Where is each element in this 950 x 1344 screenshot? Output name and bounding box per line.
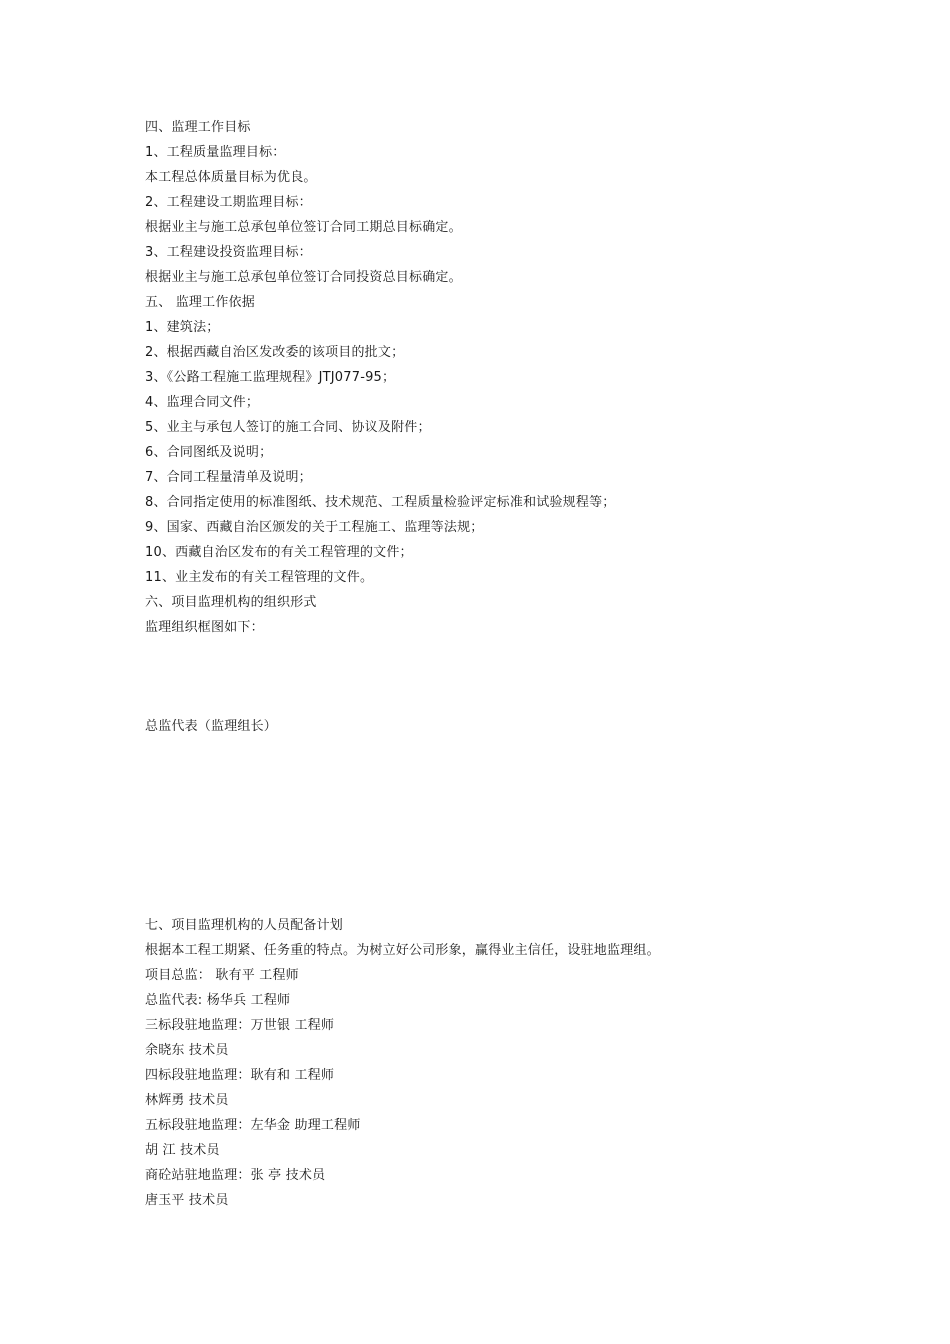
section-4-item: 根据业主与施工总承包单位签订合同工期总目标确定。 xyxy=(145,220,462,235)
staff-entry: 四标段驻地监理：耿有和 工程师 xyxy=(145,1068,335,1083)
section-5-heading: 五、 监理工作依据 xyxy=(145,295,255,310)
section-4-heading: 四、监理工作目标 xyxy=(145,120,251,135)
section-4-item: 2、工程建设工期监理目标： xyxy=(145,195,312,210)
staff-entry: 项目总监： 耿有平 工程师 xyxy=(145,968,299,983)
section-6-intro: 监理组织框图如下： xyxy=(145,620,264,635)
staff-entry: 胡 江 技术员 xyxy=(145,1143,220,1158)
section-7-intro: 根据本工程工期紧、任务重的特点。为树立好公司形象，赢得业主信任，设驻地监理组。 xyxy=(145,943,660,958)
section-5-item: 3、《公路工程施工监理规程》JTJ077-95； xyxy=(145,370,396,385)
section-5-item: 1、建筑法； xyxy=(145,320,220,335)
staff-entry: 总监代表: 杨华兵 工程师 xyxy=(145,993,291,1008)
section-5-item: 6、合同图纸及说明； xyxy=(145,445,273,460)
section-5-item: 8、合同指定使用的标准图纸、技术规范、工程质量检验评定标准和试验规程等； xyxy=(145,495,616,510)
staff-entry: 唐玉平 技术员 xyxy=(145,1193,229,1208)
section-5-item: 10、西藏自治区发布的有关工程管理的文件； xyxy=(145,545,413,560)
section-5-item: 4、监理合同文件； xyxy=(145,395,260,410)
section-4-item: 根据业主与施工总承包单位签订合同投资总目标确定。 xyxy=(145,270,462,285)
staff-entry: 五标段驻地监理：左华金 助理工程师 xyxy=(145,1118,361,1133)
section-4-item: 1、工程质量监理目标： xyxy=(145,145,286,160)
section-5-item: 5、业主与承包人签订的施工合同、协议及附件； xyxy=(145,420,431,435)
staff-entry: 林辉勇 技术员 xyxy=(145,1093,229,1108)
staff-entry: 商砼站驻地监理：张 亭 技术员 xyxy=(145,1168,326,1183)
section-5-item: 2、根据西藏自治区发改委的该项目的批文； xyxy=(145,345,405,360)
org-chart-node: 总监代表（监理组长） xyxy=(145,719,278,734)
section-5-item: 11、业主发布的有关工程管理的文件。 xyxy=(145,570,374,585)
section-5-item: 7、合同工程量清单及说明； xyxy=(145,470,312,485)
section-4-item: 本工程总体质量目标为优良。 xyxy=(145,170,317,185)
section-5-item: 9、国家、西藏自治区颁发的关于工程施工、监理等法规； xyxy=(145,520,484,535)
section-6-heading: 六、项目监理机构的组织形式 xyxy=(145,595,317,610)
section-7-heading: 七、项目监理机构的人员配备计划 xyxy=(145,918,344,933)
staff-entry: 三标段驻地监理：万世银 工程师 xyxy=(145,1018,335,1033)
section-4-item: 3、工程建设投资监理目标： xyxy=(145,245,312,260)
staff-entry: 余晓东 技术员 xyxy=(145,1043,229,1058)
